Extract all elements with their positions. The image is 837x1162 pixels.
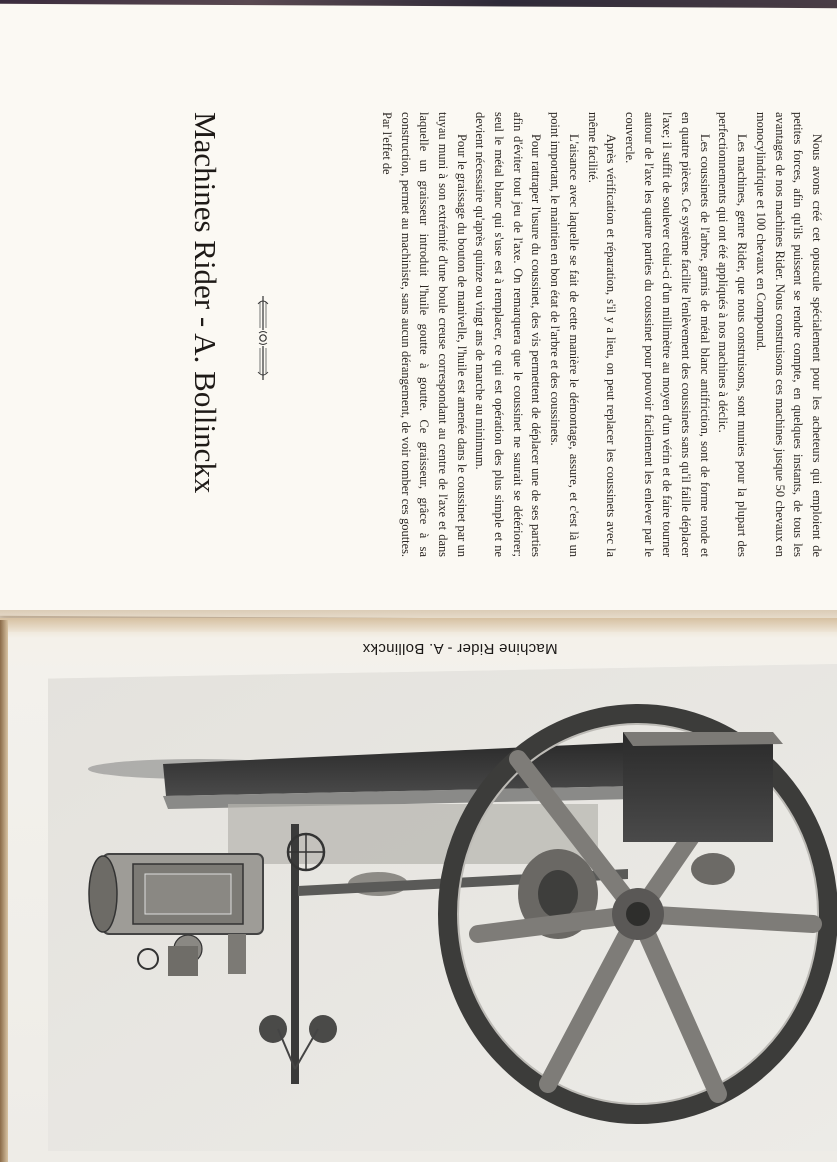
title-block (180, 112, 230, 542)
plate-caption: Machine Rider - A. Bollinckx (362, 640, 558, 657)
page-fold-shadow (0, 610, 837, 632)
paragraph: Pour rattraper l'usure du coussinet, des vis permettent de déplacer une de ses parties afin d'éviter tout jeu de l'axe. On remarquera que le coussinet ne saurait se détériorer; seul le métal blanc qui s'use est à remplacer, ce qui est opération des plus simple et ne devient nécessaire qu'après quinze ou vingt ans de marche au minimum. (473, 112, 544, 557)
paragraph: Après vérification et réparation, s'il y a lieu, on peut replacer les coussinets avec la même facilité. (585, 112, 619, 557)
fleuron-divider-icon (248, 292, 278, 384)
body-text-column (306, 112, 826, 557)
rider-steam-engine-photo (48, 664, 837, 1151)
paragraph: L'aisance avec laquelle se fait de cette manière le démontage, assure, et c'est là un point important, le maintien en bon état de l'arbre et des coussinets. (548, 112, 581, 557)
body-text (306, 112, 826, 557)
page-title: Machines Rider - A. Bollinckx (188, 112, 223, 494)
paragraph: Pour le graissage du bouton de manivelle, l'huile est amenée dans le coussinet par un tuyau muni à son extrémité d'une boule creuse correspondant au centre de l'axe et dans laquelle un graisseur introduit l'huile goutte à goutte. Ce graisseur, grâce à sa construction, permet au machiniste, sans aucun dérangement, de voir tomber ces gouttes. Par l'effet de (379, 112, 469, 557)
paragraph: Les machines, genre Rider, que nous construisons, sont munies pour la plupart des perfectionnements qui ont été appliqués à nos machines à déclic. (716, 112, 750, 557)
paragraph: Nous avons créé cet opuscule spécialement pour les acheteurs qui emploient de petites forces, afin qu'ils puissent se rendre compte, en quelques instants, de tous les avantages de nos machines Rider. Nous construisons ces machines jusque 50 chevaux en monocylindrique et 100 chevaux en Compound. (753, 112, 824, 557)
paragraph: Les coussinets de l'arbre, garnis de métal blanc antifriction, sont de forme ronde et en quatre pièces. Ce système facilite l'enlèvement des coussinets sans qu'il faille déplacer l'axe; il suffit de soulever celui-ci d'un millimètre au moyen d'un vérin et de faire tourner autour de l'axe les quatre parties du coussinet pour pouvoir facilement les enlever par le couvercle. (622, 112, 712, 557)
book-left-edge (0, 620, 8, 1162)
